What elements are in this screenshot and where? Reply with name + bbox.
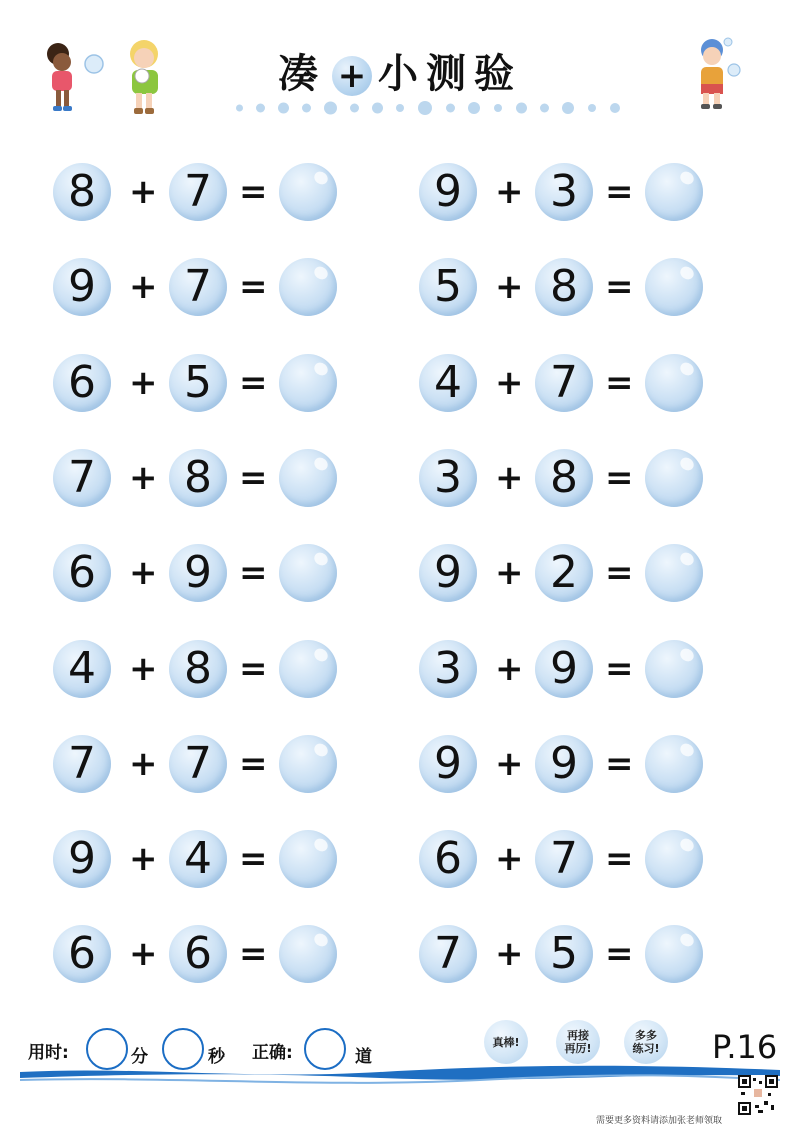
operand-b-bubble (535, 640, 593, 698)
praise-bubble-practice-more[interactable]: 多多练习! (624, 1020, 668, 1064)
answer-bubble[interactable] (645, 735, 703, 793)
operand-b-bubble (169, 640, 227, 698)
problem-row (419, 544, 709, 604)
operand-a: 5 (434, 261, 462, 312)
equals-sign: = (239, 267, 268, 307)
problem-row (419, 449, 709, 509)
operand-b-bubble (535, 830, 593, 888)
operand-b-bubble (169, 544, 227, 602)
operand-b-bubble (535, 449, 593, 507)
equals-sign: = (239, 363, 268, 403)
time-label: 用时: (28, 1043, 69, 1063)
operand-b-bubble (169, 354, 227, 412)
equals-sign: = (605, 839, 634, 879)
operand-a-bubble (53, 830, 111, 888)
wave-divider (20, 1058, 780, 1088)
answer-bubble[interactable] (279, 354, 337, 412)
problem-row (53, 163, 343, 223)
equals-sign: = (239, 553, 268, 593)
operand-a: 4 (434, 357, 462, 408)
operand-b: 2 (550, 547, 578, 598)
answer-bubble[interactable] (645, 258, 703, 316)
praise-bubble-keep-going[interactable]: 再接再厉! (556, 1020, 600, 1064)
plus-sign: + (495, 363, 524, 403)
answer-bubble[interactable] (279, 640, 337, 698)
equals-sign: = (605, 649, 634, 689)
operand-b-bubble (169, 925, 227, 983)
problem-row (419, 830, 709, 890)
operand-a: 6 (434, 833, 462, 884)
answer-bubble[interactable] (645, 640, 703, 698)
answer-bubble[interactable] (279, 925, 337, 983)
title-plus-badge: + (332, 56, 372, 96)
problem-row (53, 925, 343, 985)
operand-b: 9 (550, 643, 578, 694)
operand-b: 7 (184, 738, 212, 789)
operand-b-bubble (535, 354, 593, 412)
operand-b-bubble (169, 735, 227, 793)
problem-row (53, 640, 343, 700)
operand-a: 3 (434, 452, 462, 503)
operand-a: 7 (68, 452, 96, 503)
operand-b: 7 (184, 166, 212, 217)
operand-a: 9 (434, 166, 462, 217)
plus-sign: + (129, 649, 158, 689)
operand-a-bubble (53, 354, 111, 412)
operand-a-bubble (419, 544, 477, 602)
problem-row (419, 163, 709, 223)
plus-sign: + (129, 363, 158, 403)
plus-sign: + (129, 553, 158, 593)
operand-b: 5 (184, 357, 212, 408)
operand-b: 9 (550, 738, 578, 789)
answer-bubble[interactable] (279, 830, 337, 888)
plus-sign: + (495, 172, 524, 212)
equals-sign: = (239, 172, 268, 212)
operand-a: 6 (68, 357, 96, 408)
seconds-unit: 秒 (208, 1047, 225, 1067)
problem-row (53, 830, 343, 890)
operand-a-bubble (419, 640, 477, 698)
footer-note: 需要更多资料请添加张老师领取 (596, 1116, 723, 1126)
plus-sign: + (129, 744, 158, 784)
plus-sign: + (129, 839, 158, 879)
operand-a: 9 (68, 261, 96, 312)
answer-bubble[interactable] (645, 354, 703, 412)
decorative-dots (236, 100, 631, 116)
operand-b-bubble (535, 163, 593, 221)
operand-b: 7 (550, 357, 578, 408)
operand-a: 9 (434, 738, 462, 789)
operand-b: 6 (184, 928, 212, 979)
operand-a: 6 (68, 547, 96, 598)
operand-b: 5 (550, 928, 578, 979)
title-part2: 小测验 (378, 51, 522, 97)
problem-row (53, 449, 343, 509)
equals-sign: = (605, 744, 634, 784)
correct-unit: 道 (355, 1047, 372, 1067)
operand-b: 3 (550, 166, 578, 217)
answer-bubble[interactable] (645, 449, 703, 507)
equals-sign: = (239, 934, 268, 974)
operand-b: 7 (550, 833, 578, 884)
operand-b: 7 (184, 261, 212, 312)
operand-a-bubble (53, 449, 111, 507)
operand-b: 8 (550, 261, 578, 312)
problem-row (419, 354, 709, 414)
operand-a-bubble (53, 258, 111, 316)
operand-a-bubble (419, 735, 477, 793)
qr-code-icon (738, 1075, 778, 1115)
operand-a-bubble (53, 925, 111, 983)
operand-a-bubble (419, 354, 477, 412)
answer-bubble[interactable] (279, 544, 337, 602)
operand-a-bubble (419, 830, 477, 888)
operand-b: 8 (550, 452, 578, 503)
operand-a: 6 (68, 928, 96, 979)
operand-a: 7 (434, 928, 462, 979)
plus-sign: + (495, 553, 524, 593)
equals-sign: = (605, 934, 634, 974)
operand-b-bubble (535, 258, 593, 316)
operand-a-bubble (53, 544, 111, 602)
praise-bubble-great[interactable]: 真棒! (484, 1020, 528, 1064)
operand-a-bubble (53, 640, 111, 698)
equals-sign: = (239, 458, 268, 498)
operand-a-bubble (419, 449, 477, 507)
operand-a-bubble (53, 163, 111, 221)
equals-sign: = (605, 267, 634, 307)
answer-bubble[interactable] (645, 830, 703, 888)
operand-b-bubble (169, 163, 227, 221)
operand-a: 7 (68, 738, 96, 789)
problem-row (53, 258, 343, 318)
operand-a-bubble (419, 163, 477, 221)
answer-bubble[interactable] (279, 258, 337, 316)
plus-sign: + (495, 267, 524, 307)
equals-sign: = (605, 172, 634, 212)
answer-bubble[interactable] (279, 449, 337, 507)
plus-sign: + (495, 649, 524, 689)
equals-sign: = (239, 744, 268, 784)
operand-a: 8 (68, 166, 96, 217)
title-part1: 凑 (278, 51, 326, 97)
plus-sign: + (495, 934, 524, 974)
answer-bubble[interactable] (645, 544, 703, 602)
operand-a: 9 (68, 833, 96, 884)
operand-b-bubble (169, 258, 227, 316)
plus-sign: + (129, 458, 158, 498)
plus-sign: + (129, 267, 158, 307)
equals-sign: = (605, 363, 634, 403)
plus-sign: + (495, 458, 524, 498)
operand-b-bubble (535, 544, 593, 602)
answer-bubble[interactable] (645, 163, 703, 221)
operand-b-bubble (535, 925, 593, 983)
correct-label: 正确: (252, 1043, 293, 1063)
operand-b-bubble (169, 830, 227, 888)
operand-b: 8 (184, 643, 212, 694)
problem-row (419, 735, 709, 795)
answer-bubble[interactable] (645, 925, 703, 983)
minutes-unit: 分 (131, 1047, 148, 1067)
equals-sign: = (239, 649, 268, 689)
plus-sign: + (495, 839, 524, 879)
plus-sign: + (129, 172, 158, 212)
problem-row (419, 258, 709, 318)
answer-bubble[interactable] (279, 735, 337, 793)
operand-b-bubble (169, 449, 227, 507)
operand-a-bubble (419, 925, 477, 983)
page-title (0, 42, 800, 99)
equals-sign: = (605, 553, 634, 593)
operand-b: 4 (184, 833, 212, 884)
equals-sign: = (239, 839, 268, 879)
equals-sign: = (605, 458, 634, 498)
problem-row (419, 925, 709, 985)
operand-b-bubble (535, 735, 593, 793)
plus-sign: + (495, 744, 524, 784)
answer-bubble[interactable] (279, 163, 337, 221)
operand-b: 9 (184, 547, 212, 598)
operand-a: 9 (434, 547, 462, 598)
problem-row (53, 544, 343, 604)
problem-row (419, 640, 709, 700)
problem-row (53, 735, 343, 795)
plus-sign: + (129, 934, 158, 974)
page-number: P.16 (712, 1028, 778, 1066)
problem-row (53, 354, 343, 414)
operand-a: 4 (68, 643, 96, 694)
operand-a-bubble (419, 258, 477, 316)
operand-b: 8 (184, 452, 212, 503)
operand-a: 3 (434, 643, 462, 694)
operand-a-bubble (53, 735, 111, 793)
